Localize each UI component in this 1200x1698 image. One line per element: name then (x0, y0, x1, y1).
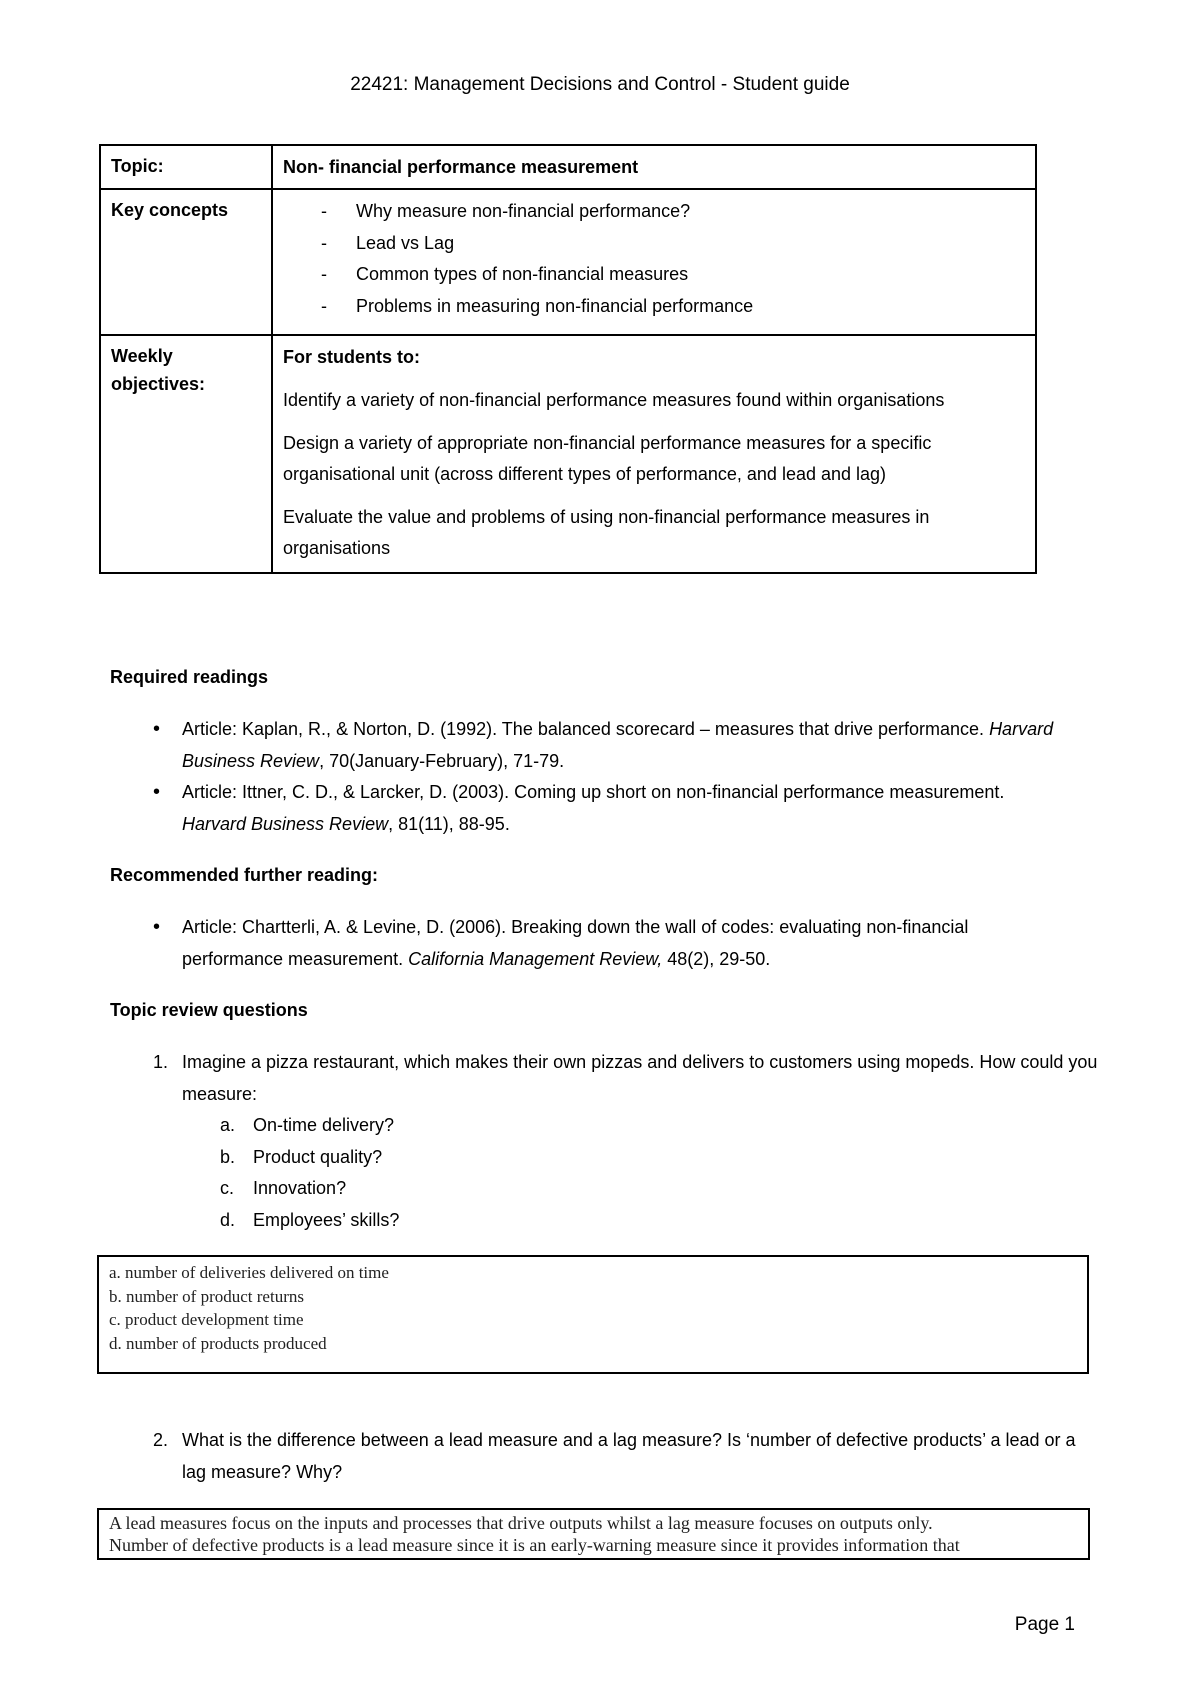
question-text: What is the difference between a lead measure and a lag measure? Is ‘number of defective products’ a lead or a lag measure? Why? (182, 1430, 1076, 1482)
required-readings-list (110, 714, 1070, 840)
answer-line: d. number of products produced (109, 1333, 327, 1353)
key-concepts-list (283, 196, 1025, 322)
answer-line: A lead measures focus on the inputs and processes that drive outputs whilst a lag measure focuses on outputs only. (109, 1513, 933, 1533)
topic-value: Non- financial performance measurement (272, 145, 1036, 189)
question-number: 1. (153, 1052, 169, 1072)
topic-label: Topic: (100, 145, 272, 189)
key-concepts-label: Key concepts (100, 189, 272, 335)
answer-line: b. number of product returns (109, 1286, 304, 1306)
key-concept-item: - Why measure non-financial performance? (321, 196, 1025, 228)
objective-item: Identify a variety of non-financial performance measures found within organisations (283, 390, 945, 410)
weekly-label: Weekly (111, 346, 173, 366)
topic-row (100, 145, 1036, 189)
further-reading-list (110, 912, 1070, 975)
objectives-label: objectives: (111, 374, 206, 394)
required-readings-heading: Required readings (110, 667, 269, 687)
topic-table (99, 144, 1037, 574)
page-number: Page 1 (1014, 1614, 1075, 1635)
sub-question: c. Innovation? (220, 1178, 347, 1198)
answer-line: c. product development time (109, 1310, 304, 1329)
weekly-objectives-row (100, 335, 1036, 573)
question-2 (110, 1425, 1100, 1488)
key-concept-item: - Common types of non-financial measures (321, 259, 1025, 291)
reading-item: • Article: Chartterli, A. & Levine, D. (2006). Breaking down the wall of codes: evaluating non-financial performance measurement. California Management Review, 48(2), 29-50. (110, 912, 1070, 975)
answer-line: a. number of deliveries delivered on time (109, 1263, 389, 1282)
answer-line: Number of defective products is a lead measure since it is an early-warning measure since it provides information that (109, 1535, 960, 1555)
key-concept-item: - Lead vs Lag (321, 228, 1025, 260)
question-number: 2. (153, 1430, 169, 1450)
sub-question: d. Employees’ skills? (220, 1209, 400, 1230)
reading-item: • Article: Kaplan, R., & Norton, D. (1992). The balanced scorecard – measures that drive performance. Harvard Business Review, 70(January-February), 71-79. (110, 714, 1070, 777)
document-header: 22421: Management Decisions and Control - Student guide (350, 74, 850, 95)
objectives-intro: For students to: (283, 347, 420, 367)
question-1 (110, 1047, 1100, 1236)
question-text: Imagine a pizza restaurant, which makes their own pizzas and delivers to customers using mopeds. How could you measure: (182, 1052, 1098, 1104)
key-concept-item: - Problems in measuring non-financial performance (321, 291, 1025, 323)
reading-item: • Article: Ittner, C. D., & Larcker, D. (2003). Coming up short on non-financial performance measurement. Harvard Business Review, 81(11), 88-95. (110, 777, 1070, 840)
objective-item: Evaluate the value and problems of using non-financial performance measures in organisations (283, 507, 930, 558)
objective-item: Design a variety of appropriate non-financial performance measures for a specific organisational unit (across different types of performance, and lead and lag) (283, 433, 932, 484)
further-reading-heading: Recommended further reading: (110, 865, 379, 885)
sub-question: a. On-time delivery? (220, 1115, 395, 1135)
sub-question: b. Product quality? (220, 1146, 383, 1167)
answer-box-2 (97, 1508, 1090, 1560)
answer-box-1 (97, 1255, 1089, 1374)
key-concepts-row (100, 189, 1036, 335)
review-questions-heading: Topic review questions (110, 1000, 308, 1020)
